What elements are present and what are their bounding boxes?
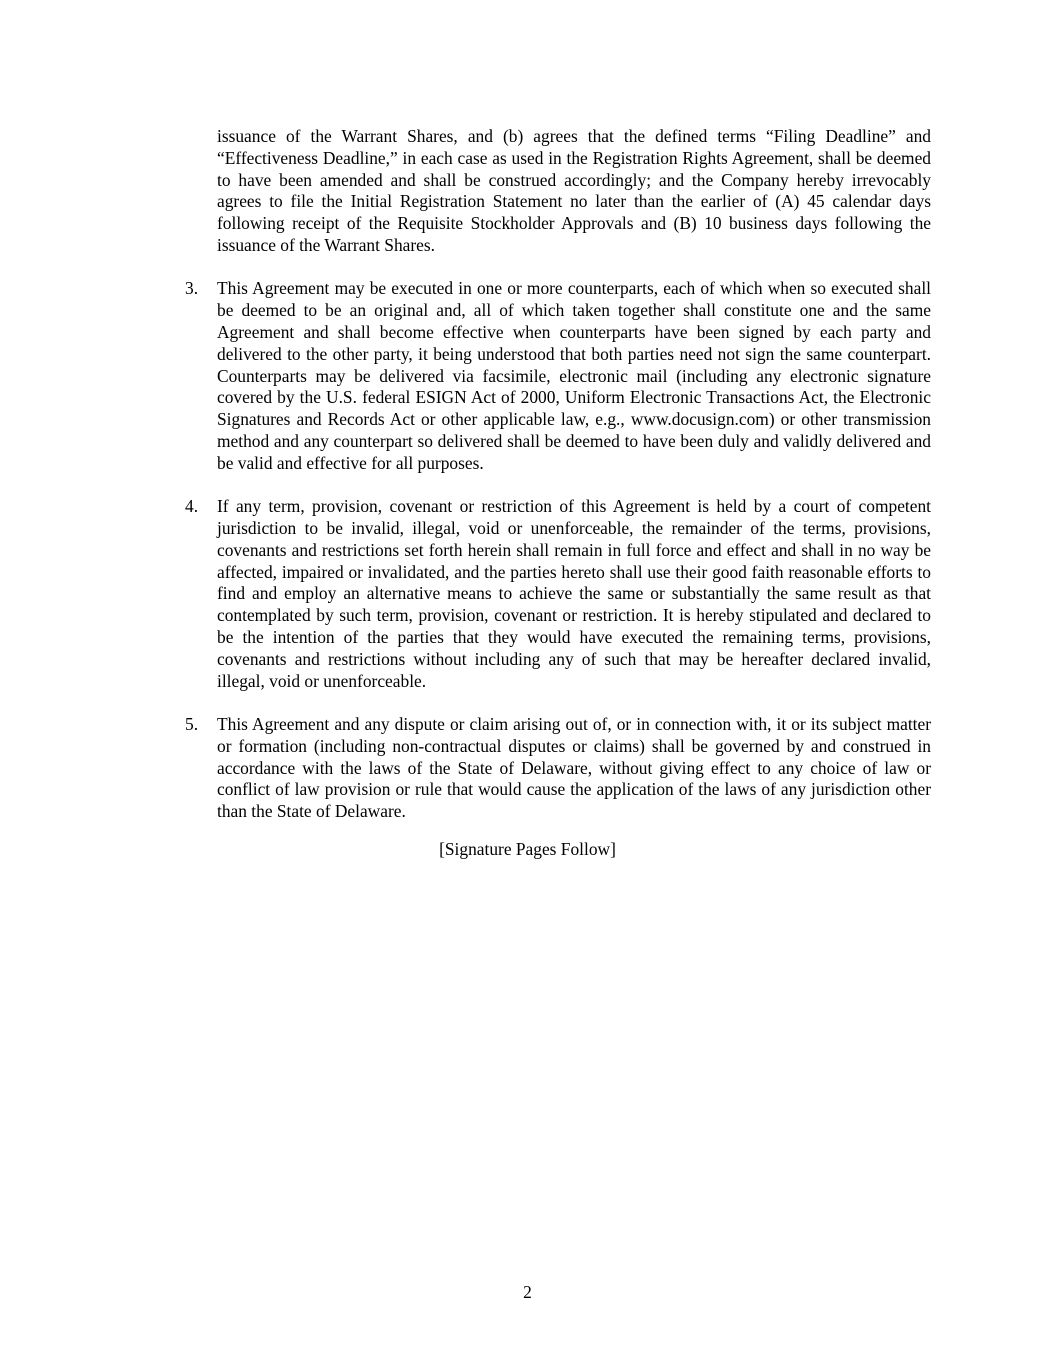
- signature-pages-note: [Signature Pages Follow]: [439, 839, 616, 859]
- item-number: 5.: [185, 713, 199, 734]
- item-text: This Agreement and any dispute or claim arising out of, or in connection with, it or its subject matter or formation (including non-contractual disputes or claims) shall be governed by and construed in accordance with the laws of the State of Delaware, without giving effect to any choice of law or conflict of law provision or rule that would cause the application of the laws of any jurisdiction other than the State of Delaware.: [217, 713, 931, 822]
- numbered-item-5: [185, 714, 931, 823]
- page-number: 2: [523, 1282, 532, 1302]
- item-number: 4.: [185, 496, 199, 517]
- item-number: 3.: [185, 278, 199, 299]
- item-text: If any term, provision, covenant or restriction of this Agreement is held by a court of competent jurisdiction to be invalid, illegal, void or unenforceable, the remainder of the terms, provisions, covenants and restrictions set forth herein shall remain in full force and effect and shall in no way be affected, impaired or invalidated, and the parties hereto shall use their good faith reasonable efforts to find and employ an alternative means to achieve the same or substantially the same result as that contemplated by such term, provision, covenant or restriction. It is hereby stipulated and declared to be the intention of the parties that they would have executed the remaining terms, provisions, covenants and restrictions without including any of such that may be hereafter declared invalid, illegal, void or unenforceable.: [217, 496, 931, 691]
- continuation-paragraph: issuance of the Warrant Shares, and (b) agrees that the defined terms “Filing Deadline” and “Effectiveness Deadline,” in each case as used in the Registration Rights Agreement, shall be deemed to have been amended and shall be construed accordingly; and the Company hereby irrevocably agrees to file the Initial Registration Statement no later than the earlier of (A) 45 calendar days following receipt of the Requisite Stockholder Approvals and (B) 10 business days following the issuance of the Warrant Shares.: [217, 126, 931, 255]
- document-body: [185, 126, 931, 844]
- item-text: This Agreement may be executed in one or more counterparts, each of which when so executed shall be deemed to be an original and, all of which taken together shall constitute one and the same Agreement and shall become effective when counterparts have been signed by each party and delivered to the other party, it being understood that both parties need not sign the same counterpart. Counterparts may be delivered via facsimile, electronic mail (including any electronic signature covered by the U.S. federal ESIGN Act of 2000, Uniform Electronic Transactions Act, the Electronic Signatures and Records Act or other applicable law, e.g., www.docusign.com) or other transmission method and any counterpart so delivered shall be deemed to have been duly and validly delivered and be valid and effective for all purposes.: [217, 278, 931, 473]
- numbered-item-3: [185, 278, 931, 474]
- numbered-item-4: [185, 496, 931, 692]
